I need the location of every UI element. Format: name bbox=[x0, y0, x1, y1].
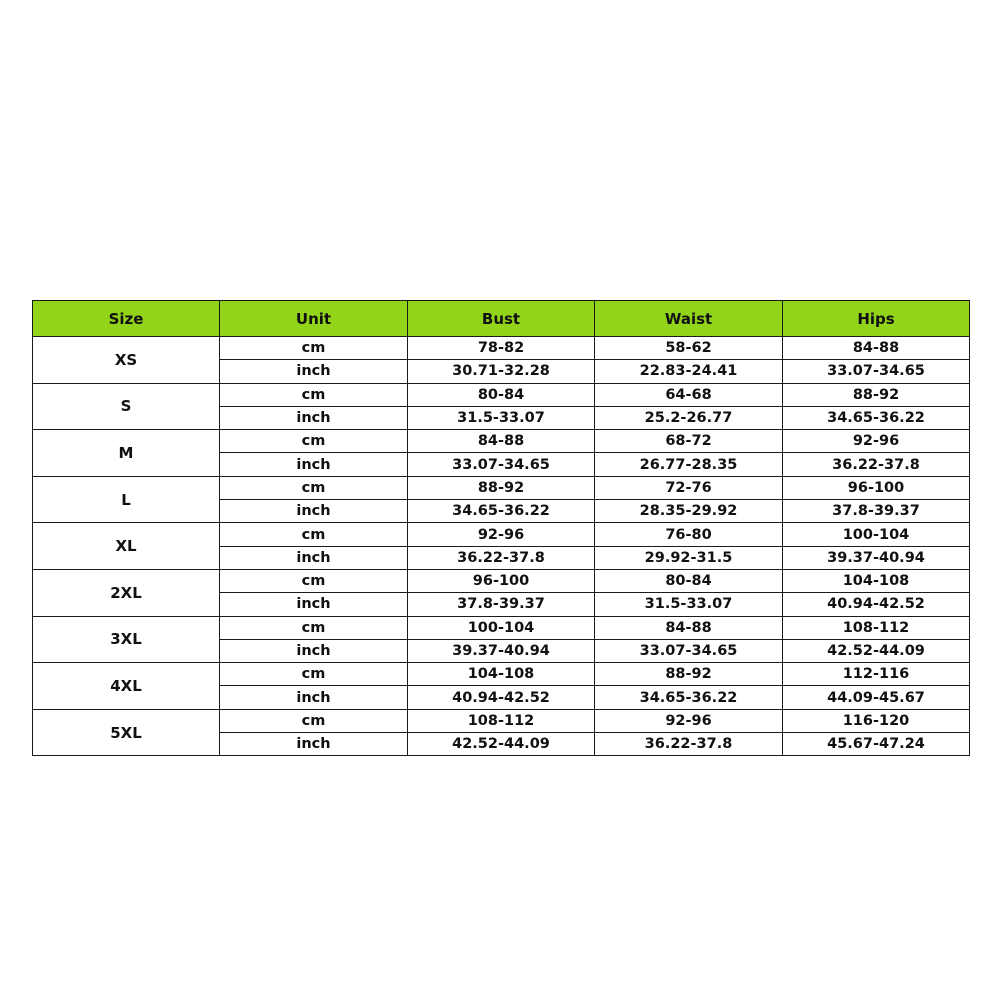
bust-cell: 39.37-40.94 bbox=[408, 639, 595, 662]
bust-cell: 84-88 bbox=[408, 430, 595, 453]
waist-cell: 25.2-26.77 bbox=[595, 406, 783, 429]
header-waist: Waist bbox=[595, 301, 783, 337]
waist-cell: 34.65-36.22 bbox=[595, 686, 783, 709]
size-cell: 5XL bbox=[33, 709, 220, 756]
table-row bbox=[33, 616, 970, 639]
unit-cell: inch bbox=[220, 453, 408, 476]
unit-cell: inch bbox=[220, 546, 408, 569]
waist-cell: 26.77-28.35 bbox=[595, 453, 783, 476]
waist-cell: 72-76 bbox=[595, 476, 783, 499]
waist-cell: 29.92-31.5 bbox=[595, 546, 783, 569]
hips-cell: 40.94-42.52 bbox=[783, 593, 970, 616]
unit-cell: inch bbox=[220, 500, 408, 523]
table-row bbox=[33, 476, 970, 499]
header-size: Size bbox=[33, 301, 220, 337]
unit-cell: inch bbox=[220, 406, 408, 429]
hips-cell: 88-92 bbox=[783, 383, 970, 406]
hips-cell: 42.52-44.09 bbox=[783, 639, 970, 662]
size-chart-body bbox=[33, 337, 970, 756]
unit-cell: cm bbox=[220, 569, 408, 592]
size-cell: M bbox=[33, 430, 220, 477]
unit-cell: cm bbox=[220, 476, 408, 499]
waist-cell: 64-68 bbox=[595, 383, 783, 406]
unit-cell: cm bbox=[220, 383, 408, 406]
header-bust: Bust bbox=[408, 301, 595, 337]
bust-cell: 37.8-39.37 bbox=[408, 593, 595, 616]
bust-cell: 88-92 bbox=[408, 476, 595, 499]
hips-cell: 34.65-36.22 bbox=[783, 406, 970, 429]
unit-cell: inch bbox=[220, 639, 408, 662]
bust-cell: 34.65-36.22 bbox=[408, 500, 595, 523]
unit-cell: inch bbox=[220, 686, 408, 709]
waist-cell: 92-96 bbox=[595, 709, 783, 732]
waist-cell: 76-80 bbox=[595, 523, 783, 546]
size-cell: L bbox=[33, 476, 220, 523]
unit-cell: inch bbox=[220, 360, 408, 383]
unit-cell: cm bbox=[220, 337, 408, 360]
waist-cell: 88-92 bbox=[595, 663, 783, 686]
bust-cell: 30.71-32.28 bbox=[408, 360, 595, 383]
size-cell: 3XL bbox=[33, 616, 220, 663]
size-chart-table bbox=[32, 300, 970, 756]
bust-cell: 80-84 bbox=[408, 383, 595, 406]
hips-cell: 36.22-37.8 bbox=[783, 453, 970, 476]
bust-cell: 31.5-33.07 bbox=[408, 406, 595, 429]
hips-cell: 96-100 bbox=[783, 476, 970, 499]
waist-cell: 58-62 bbox=[595, 337, 783, 360]
table-row bbox=[33, 383, 970, 406]
size-cell: XS bbox=[33, 337, 220, 384]
table-row bbox=[33, 523, 970, 546]
bust-cell: 42.52-44.09 bbox=[408, 733, 595, 756]
waist-cell: 22.83-24.41 bbox=[595, 360, 783, 383]
waist-cell: 33.07-34.65 bbox=[595, 639, 783, 662]
unit-cell: cm bbox=[220, 523, 408, 546]
bust-cell: 36.22-37.8 bbox=[408, 546, 595, 569]
hips-cell: 39.37-40.94 bbox=[783, 546, 970, 569]
table-row bbox=[33, 337, 970, 360]
table-row bbox=[33, 709, 970, 732]
header-row bbox=[33, 301, 970, 337]
hips-cell: 84-88 bbox=[783, 337, 970, 360]
waist-cell: 28.35-29.92 bbox=[595, 500, 783, 523]
bust-cell: 100-104 bbox=[408, 616, 595, 639]
table-row bbox=[33, 663, 970, 686]
size-cell: 2XL bbox=[33, 569, 220, 616]
size-chart-header bbox=[33, 301, 970, 337]
unit-cell: cm bbox=[220, 709, 408, 732]
unit-cell: cm bbox=[220, 430, 408, 453]
waist-cell: 31.5-33.07 bbox=[595, 593, 783, 616]
header-unit: Unit bbox=[220, 301, 408, 337]
bust-cell: 78-82 bbox=[408, 337, 595, 360]
bust-cell: 108-112 bbox=[408, 709, 595, 732]
hips-cell: 112-116 bbox=[783, 663, 970, 686]
bust-cell: 92-96 bbox=[408, 523, 595, 546]
size-cell: 4XL bbox=[33, 663, 220, 710]
bust-cell: 104-108 bbox=[408, 663, 595, 686]
hips-cell: 44.09-45.67 bbox=[783, 686, 970, 709]
bust-cell: 96-100 bbox=[408, 569, 595, 592]
hips-cell: 104-108 bbox=[783, 569, 970, 592]
hips-cell: 33.07-34.65 bbox=[783, 360, 970, 383]
hips-cell: 116-120 bbox=[783, 709, 970, 732]
size-cell: S bbox=[33, 383, 220, 430]
hips-cell: 100-104 bbox=[783, 523, 970, 546]
header-hips: Hips bbox=[783, 301, 970, 337]
unit-cell: inch bbox=[220, 593, 408, 616]
size-cell: XL bbox=[33, 523, 220, 570]
unit-cell: cm bbox=[220, 616, 408, 639]
hips-cell: 108-112 bbox=[783, 616, 970, 639]
hips-cell: 37.8-39.37 bbox=[783, 500, 970, 523]
waist-cell: 84-88 bbox=[595, 616, 783, 639]
bust-cell: 40.94-42.52 bbox=[408, 686, 595, 709]
hips-cell: 45.67-47.24 bbox=[783, 733, 970, 756]
unit-cell: inch bbox=[220, 733, 408, 756]
table-row bbox=[33, 430, 970, 453]
waist-cell: 68-72 bbox=[595, 430, 783, 453]
hips-cell: 92-96 bbox=[783, 430, 970, 453]
bust-cell: 33.07-34.65 bbox=[408, 453, 595, 476]
waist-cell: 80-84 bbox=[595, 569, 783, 592]
table-row bbox=[33, 569, 970, 592]
waist-cell: 36.22-37.8 bbox=[595, 733, 783, 756]
unit-cell: cm bbox=[220, 663, 408, 686]
